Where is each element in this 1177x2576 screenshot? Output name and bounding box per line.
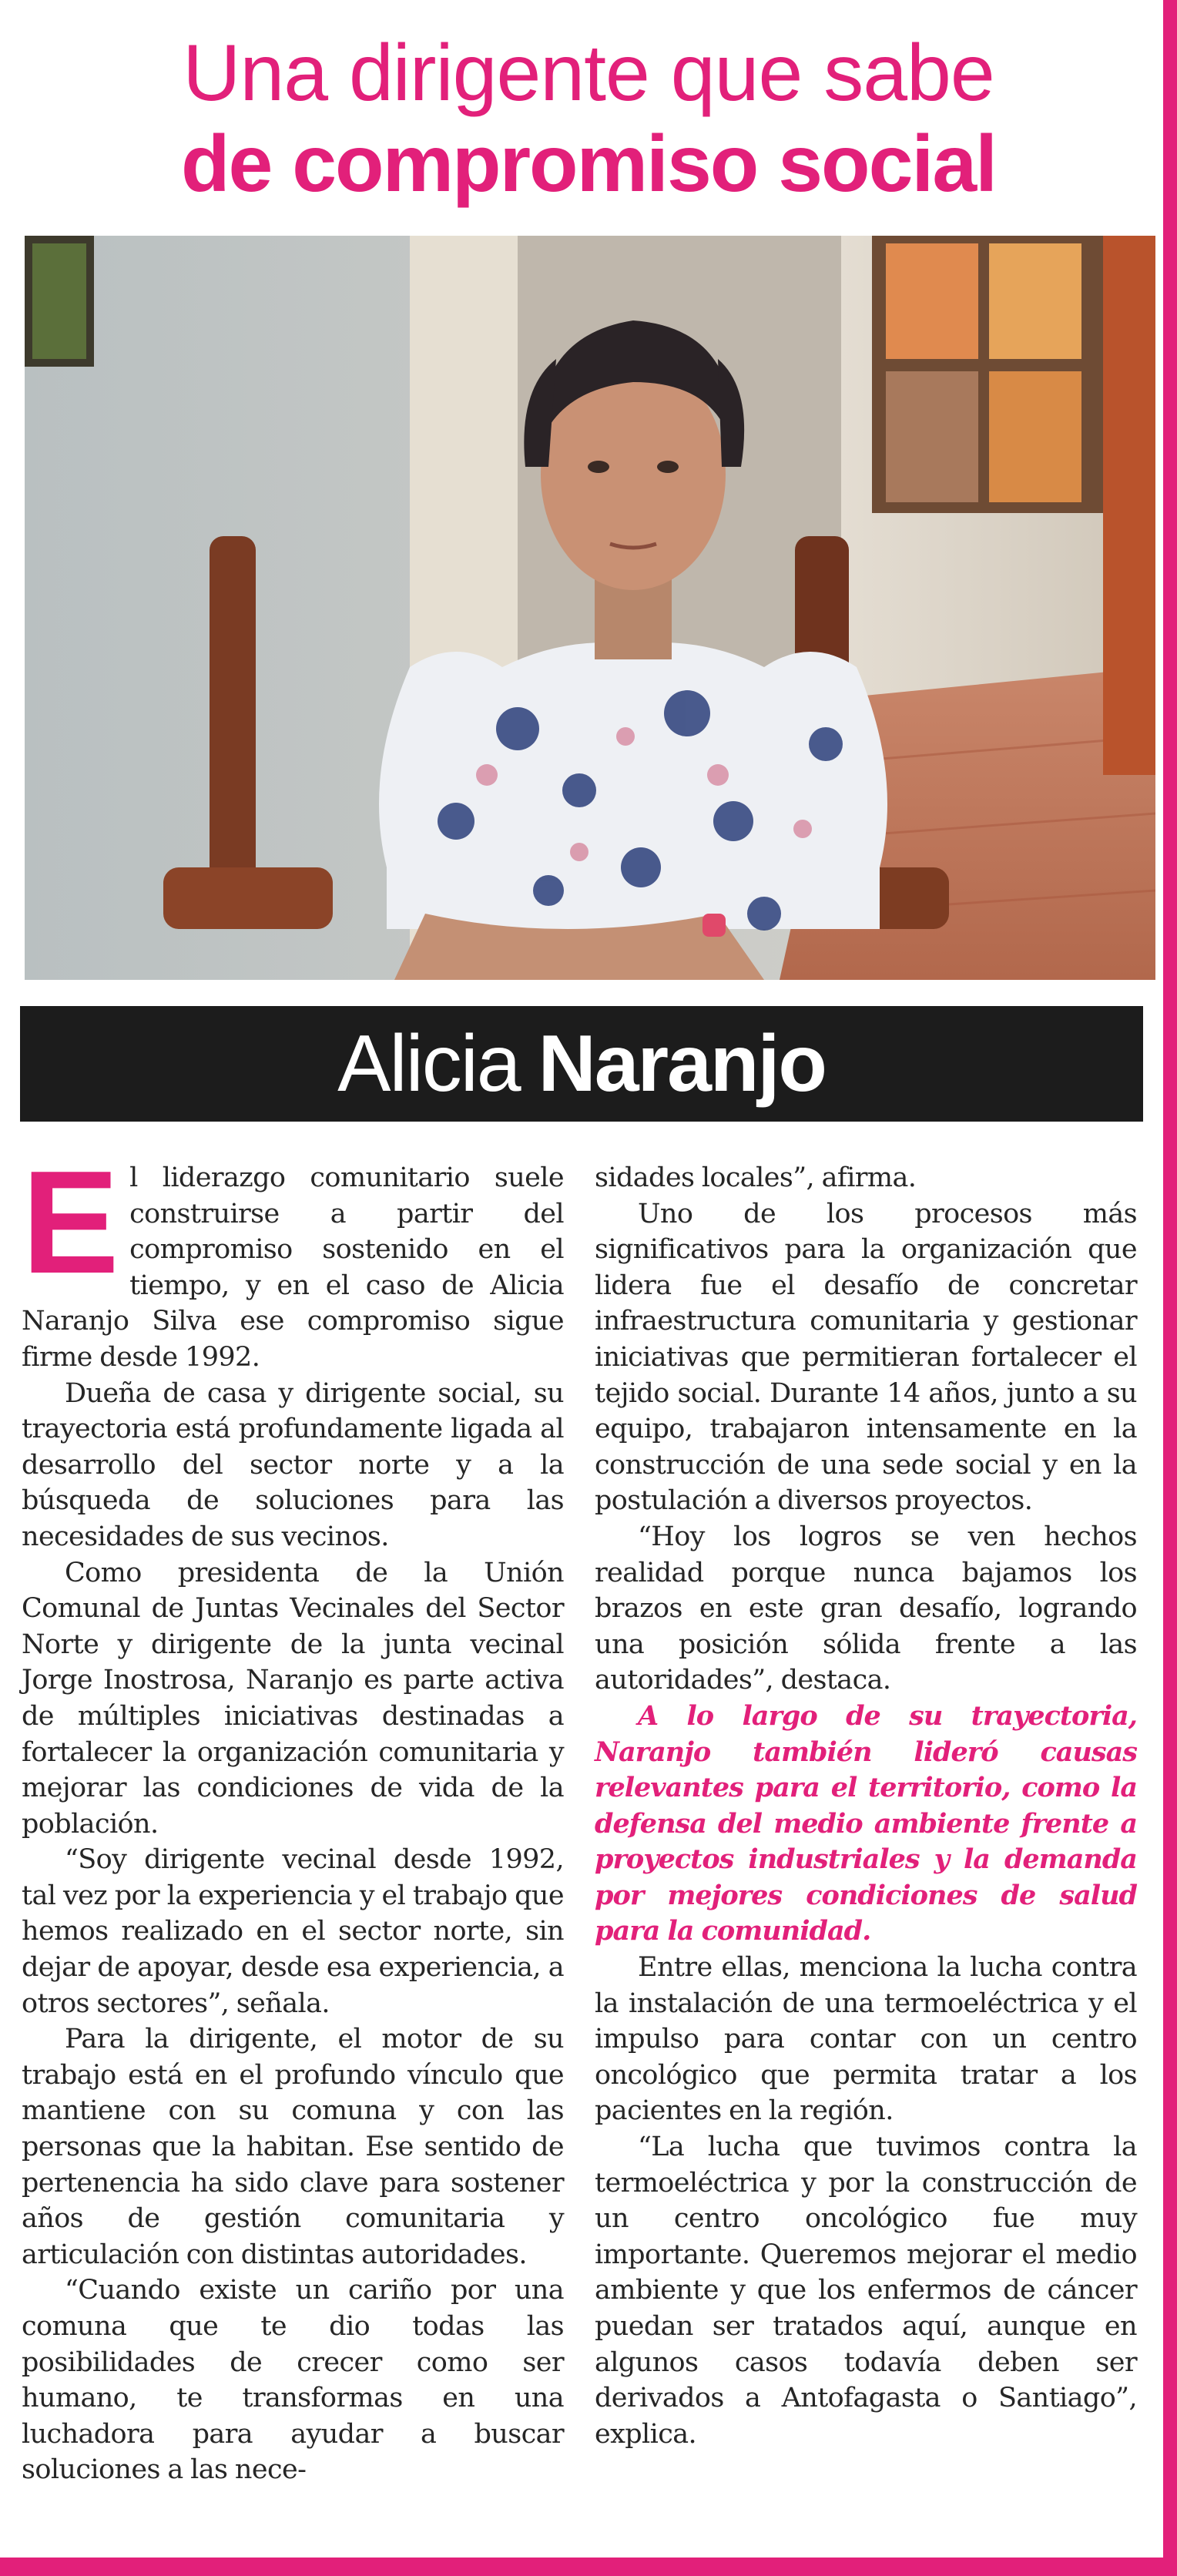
article-column-left [22, 1141, 564, 2488]
article-paragraph: Para la dirigente, el motor de su trabajo está en el profundo vínculo que mantiene con su comuna y con las personas que la habitan. Ese sentido de pertenencia ha sido clave para sostener años de gestión comunitaria y articulación con distintas autoridades. [22, 2024, 564, 2270]
headline-line-1: Una dirigente que sabe [183, 29, 994, 118]
article-paragraph: Como presidenta de la Unión Comunal de Juntas Vecinales del Sector Norte y dirigente de la junta vecinal Jorge Inostrosa, Naranjo es parte activa de múltiples iniciativas destinadas a fortalecer la organización comunitaria y mejorar las condiciones de vida de la población. [22, 1557, 564, 1840]
portrait-photo [25, 236, 1155, 980]
article-paragraph: “Soy dirigente vecinal desde 1992, tal vez por la experiencia y el trabajo que hemos realizado en el sector norte, sin dejar de apoyar, desde esa experiencia, a otros sectores”, señala. [22, 1844, 564, 2019]
page-border-bottom [0, 2558, 1177, 2576]
article-paragraph: “Hoy los logros se ven hechos realidad porque nunca bajamos los brazos en este gran desafío, logrando una posición sólida frente a las autoridades”, destaca. [595, 1521, 1137, 1696]
name-first: Alicia [337, 1018, 520, 1109]
portrait-photo-illustration [25, 236, 1155, 980]
article-paragraph [22, 1141, 564, 1376]
headline [0, 28, 1177, 210]
article-paragraph: Entre ellas, menciona la lucha contra la instalación de una termoeléctrica y el impulso para contar con un centro oncológico que permita tratar a los pacientes en la región. [595, 1952, 1137, 2127]
article-paragraph: “Cuando existe un cariño por una comuna que te dio todas las posibilidades de crecer como ser humano, te transformas en una luchadora para ayudar a buscar soluciones a las nece- [22, 2275, 564, 2486]
article-column-right [595, 1160, 1137, 2452]
article-paragraph: Uno de los procesos más significativos para la organización que lidera fue el desafío de concretar infraestructura comunitaria y gestionar iniciativas que permitieran fortalecer el tejido social. Durante 14 años, junto a su equipo, trabajaron intensamente en la construcción de una sede social y en la postulación a diversos proyectos. [595, 1198, 1137, 1517]
article-body [22, 1141, 1138, 2539]
headline-line-2: de compromiso social [180, 119, 997, 209]
paragraph-text: l liderazgo comunitario suele construirse a partir del compromiso sostenido en el tiempo, y en el caso de Alicia Naranjo Silva ese compromiso sigue firme desde 1992. [22, 1162, 564, 1373]
article-paragraph: Dueña de casa y dirigente social, su trayectoria está profundamente ligada al desarrollo del sector norte y a la búsqueda de soluciones para las necesidades de sus vecinos. [22, 1377, 564, 1552]
article-paragraph: “La lucha que tuvimos contra la termoeléctrica y por la construcción de un centro oncológico fue muy importante. Queremos mejorar el medio ambiente y que los enfermos de cáncer puedan ser tratados aquí, aunque en algunos casos todavía deben ser derivados a Antofagasta o Santiago”, explica. [595, 2132, 1137, 2450]
name-bar [20, 1006, 1143, 1122]
name-last: Naranjo [538, 1018, 826, 1109]
article-paragraph: sidades locales”, afirma. [595, 1162, 917, 1193]
article-highlight-paragraph: A lo largo de su trayectoria, Naranjo también lideró causas relevantes para el territorio, como la defensa del medio ambiente frente a proyectos industriales y la demanda por mejores condiciones de salud para la comunidad. [595, 1699, 1137, 1947]
drop-cap: E [22, 1141, 119, 1304]
page-border-right [1163, 0, 1177, 2576]
